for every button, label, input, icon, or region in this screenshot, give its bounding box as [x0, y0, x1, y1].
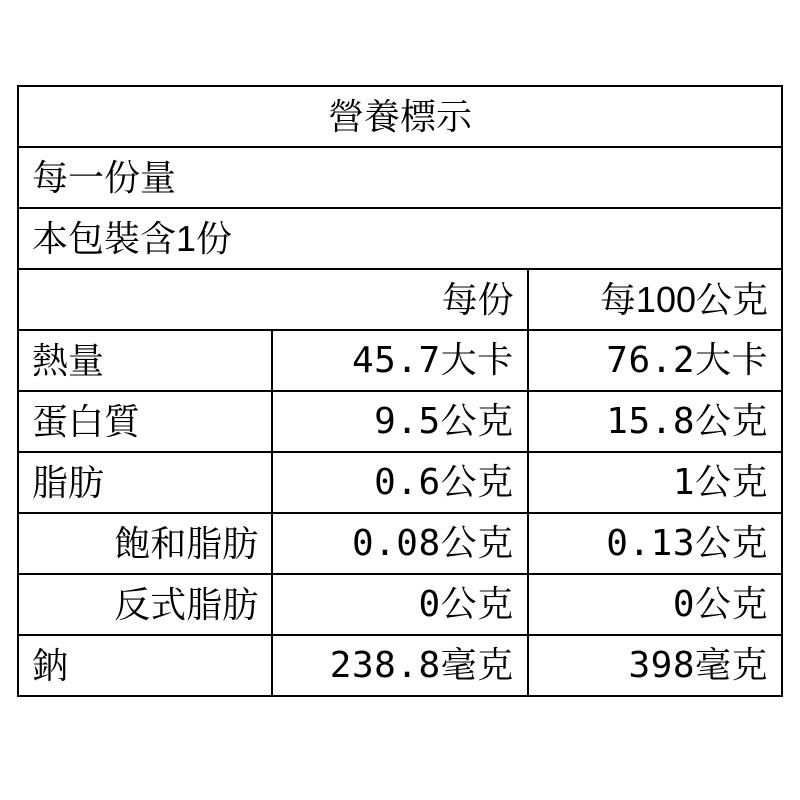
nutrient-label: 脂肪 — [18, 452, 272, 513]
table-row-column-headers — [18, 269, 782, 330]
nutrient-value-per-100g: 0.13公克 — [528, 513, 782, 574]
column-header-per-serving: 每份 — [18, 269, 528, 330]
table-row-servings-per-package — [18, 208, 782, 269]
nutrient-value-per-serving: 0.08公克 — [272, 513, 527, 574]
column-header-per-100g: 每100公克 — [528, 269, 782, 330]
table-row-protein — [18, 391, 782, 452]
table-row-sodium — [18, 635, 782, 696]
nutrient-sublabel: 飽和脂肪 — [18, 513, 272, 574]
nutrient-value-per-100g: 398毫克 — [528, 635, 782, 696]
nutrient-value-per-100g: 1公克 — [528, 452, 782, 513]
nutrition-facts-table — [17, 85, 783, 697]
table-row-serving-size — [18, 147, 782, 208]
nutrient-value-per-serving: 45.7大卡 — [272, 330, 527, 391]
table-row-saturated-fat — [18, 513, 782, 574]
table-row-title — [18, 86, 782, 147]
nutrient-value-per-100g: 76.2大卡 — [528, 330, 782, 391]
servings-per-package-label: 本包裝含1份 — [18, 208, 782, 269]
nutrient-value-per-serving: 9.5公克 — [272, 391, 527, 452]
nutrient-value-per-serving: 0.6公克 — [272, 452, 527, 513]
table-row-trans-fat — [18, 574, 782, 635]
nutrient-value-per-serving: 0公克 — [272, 574, 527, 635]
table-row-calories — [18, 330, 782, 391]
nutrient-value-per-serving: 238.8毫克 — [272, 635, 527, 696]
nutrient-value-per-100g: 15.8公克 — [528, 391, 782, 452]
table-row-fat — [18, 452, 782, 513]
nutrient-sublabel: 反式脂肪 — [18, 574, 272, 635]
nutrient-label: 蛋白質 — [18, 391, 272, 452]
nutrient-value-per-100g: 0公克 — [528, 574, 782, 635]
nutrient-label: 鈉 — [18, 635, 272, 696]
nutrition-label-title: 營養標示 — [18, 86, 782, 147]
nutrient-label: 熱量 — [18, 330, 272, 391]
serving-size-label: 每一份量 — [18, 147, 782, 208]
